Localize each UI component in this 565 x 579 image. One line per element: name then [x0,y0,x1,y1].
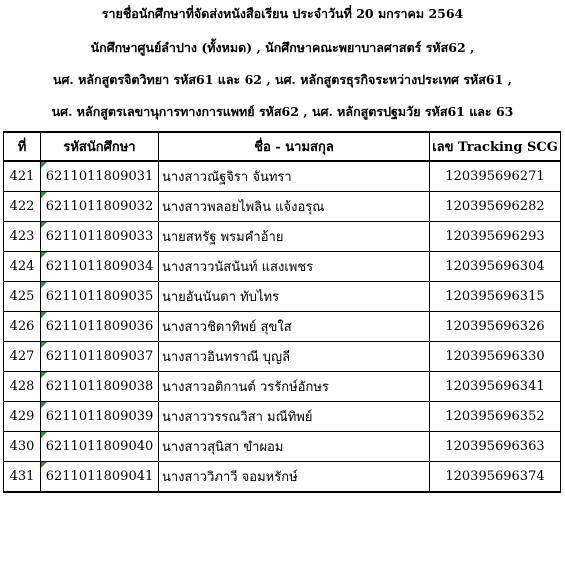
table-header-row [4,132,561,161]
row-number: 426 [4,312,41,342]
tracking-number-cell: 120395696271 [430,161,561,192]
row-number: 425 [4,282,41,312]
row-number: 427 [4,342,41,372]
header-line-1: รายชื่อนักศึกษาที่จัดส่งหนังสือเรียน ประจำวันที่ 20 มกราคม 2564 [101,6,464,21]
col-header-name: ชื่อ - นามสกุล [159,132,430,161]
student-tracking-table [3,131,561,493]
student-name-cell: นางสาวชิดาทิพย์ สุขใส [159,312,430,342]
tracking-number-cell: 120395696293 [430,222,561,252]
student-id-cell: 6211011809035 [41,282,159,312]
col-header-no: ที่ [4,132,41,161]
student-name-cell: นางสาวณัฐจิรา จันทรา [159,161,430,192]
tracking-number-cell: 120395696374 [430,462,561,493]
table-row [4,372,561,402]
header-line-4: นศ. หลักสูตรเลขานุการทางการแพทย์ รหัส62 , นศ. หลักสูตรปฐมวัย รหัส61 และ 63 [51,104,514,119]
student-name-cell: นางสาววนัสนันท์ แสงเพชร [159,252,430,282]
table-row [4,432,561,462]
row-number: 421 [4,161,41,192]
student-id-cell: 6211011809032 [41,192,159,222]
student-name-cell: นางสาวพลอยไพลิน แจ้งอรุณ [159,192,430,222]
table-row [4,192,561,222]
table-row [4,282,561,312]
student-name-cell: นางสาวอินทราณี บุญลี [159,342,430,372]
header-line-3: นศ. หลักสูตรจิตวิทยา รหัส61 และ 62 , นศ. หลักสูตรธุรกิจระหว่างประเทศ รหัส61 , [52,72,513,87]
tracking-number-cell: 120395696282 [430,192,561,222]
table-row [4,402,561,432]
tracking-number-cell: 120395696330 [430,342,561,372]
student-name-cell: นางสาววรรณวิสา มณีทิพย์ [159,402,430,432]
tracking-number-cell: 120395696341 [430,372,561,402]
student-name-cell: นางสาวอติกานต์ วรรักษ์อักษร [159,372,430,402]
row-number: 431 [4,462,41,493]
table-row [4,342,561,372]
col-header-tracking: เลข Tracking SCG [430,132,561,161]
tracking-number-cell: 120395696363 [430,432,561,462]
table-row [4,222,561,252]
tracking-number-cell: 120395696326 [430,312,561,342]
student-id-cell: 6211011809038 [41,372,159,402]
tracking-number-cell: 120395696352 [430,402,561,432]
row-number: 423 [4,222,41,252]
student-id-cell: 6211011809039 [41,402,159,432]
tracking-number-cell: 120395696315 [430,282,561,312]
student-name-cell: นายสหรัฐ พรมคำอ้าย [159,222,430,252]
student-id-cell: 6211011809041 [41,462,159,493]
student-name-cell: นางสาววิภาวี จอมหรักษ์ [159,462,430,493]
row-number: 424 [4,252,41,282]
header-line-2: นักศึกษาศูนย์ลำปาง (ทั้งหมด) , นักศึกษาคณะพยาบาลศาสตร์ รหัส62 , [90,40,475,55]
student-id-cell: 6211011809036 [41,312,159,342]
student-id-cell: 6211011809040 [41,432,159,462]
student-id-cell: 6211011809031 [41,161,159,192]
row-number: 429 [4,402,41,432]
table-row [4,462,561,493]
table-row [4,252,561,282]
student-id-cell: 6211011809037 [41,342,159,372]
col-header-student-id: รหัสนักศึกษา [41,132,159,161]
row-number: 428 [4,372,41,402]
tracking-number-cell: 120395696304 [430,252,561,282]
student-id-cell: 6211011809034 [41,252,159,282]
row-number: 422 [4,192,41,222]
table-row [4,312,561,342]
row-number: 430 [4,432,41,462]
student-id-cell: 6211011809033 [41,222,159,252]
student-name-cell: นายอันนันดา ทับไทร [159,282,430,312]
table-row [4,161,561,192]
student-name-cell: นางสาวสุนิสา ขำผอม [159,432,430,462]
